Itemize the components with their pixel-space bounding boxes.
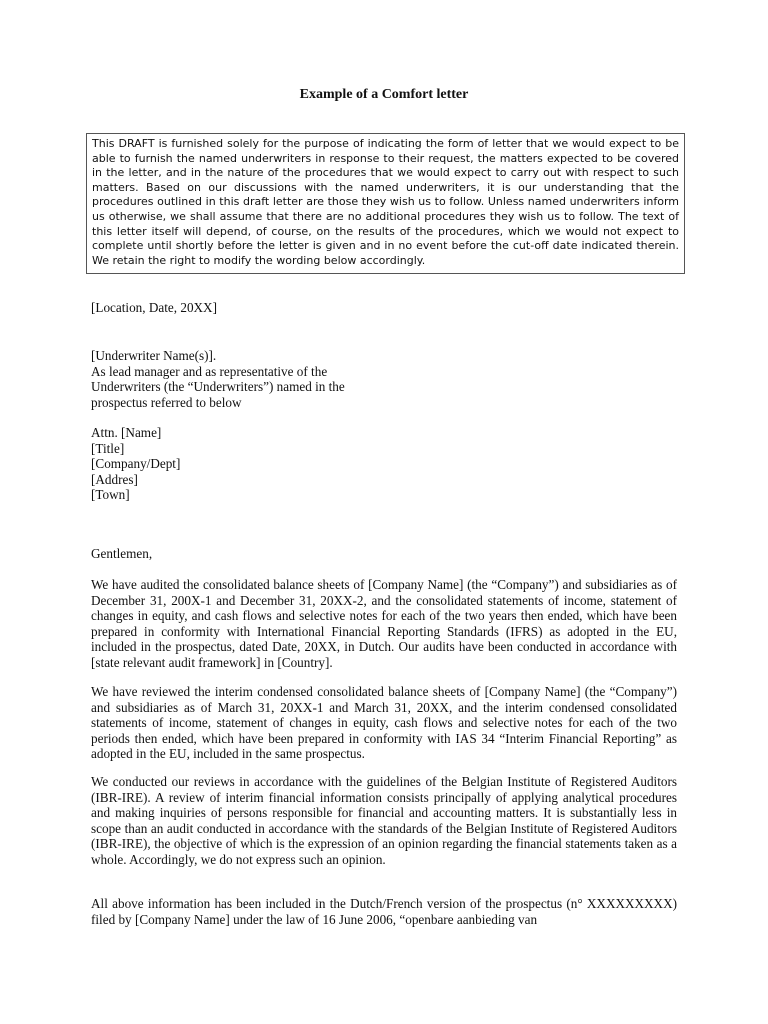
document-title: Example of a Comfort letter [299, 87, 469, 102]
draft-notice-box: This DRAFT is furnished solely for the purpose of indicating the form of letter that we would expect to be able to furnish the named underwriters in response to their request, the matters expected to be covered in the letter, and in the nature of the procedures that we would expect to carry out with respect to such matters. Based on our discussions with the named underwriters, it is our understanding that the procedures outlined in this draft letter are those they wish us to follow. Unless named underwriters inform us otherwise, we shall assume that there are no additional procedures they wish us to follow. The text of this letter itself will depend, of course, on the results of the procedures, which we would not expect to complete until shortly before the letter is given and in no event before the cut-off date indicated therein. We retain the right to modify the wording below accordingly. [86, 133, 685, 274]
attention-line: [Company/Dept] [91, 456, 181, 472]
attention-line: [Town] [91, 487, 130, 503]
body-paragraph: We conducted our reviews in accordance with the guidelines of the Belgian Institute of Registered Auditors (IBR-IRE). A review of interim financial information consists principally of applying analytical procedures and making inquiries of persons responsible for financial and accounting matters. It is substantially less in scope than an audit conducted in accordance with the standards of the Belgian Institute of Registered Auditors (IBR-IRE), the objective of which is the expression of an opinion regarding the financial statements taken as a whole. Accordingly, we do not express such an opinion. [91, 774, 677, 867]
addressee-line: [Underwriter Name(s)]. [91, 348, 217, 363]
addressee-line: prospectus referred to below [91, 394, 242, 410]
attention-line: [Addres] [91, 471, 138, 487]
location-date: [Location, Date, 20XX] [91, 300, 217, 315]
body-paragraph: We have reviewed the interim condensed consolidated balance sheets of [Company Name] (the “Company”) and subsidiaries as of March 31, 20XX-1 and March 31, 20XX, and the interim condensed consolidated statements of income, statement of changes in equity, cash flows and selective notes for each of the two periods then ended, which have been prepared in conformity with IAS 34 “Interim Financial Reporting” as adopted in the EU, included in the same prospectus. [91, 684, 677, 762]
salutation: Gentlemen, [91, 546, 153, 561]
attention-line: [Title] [91, 440, 125, 456]
body-paragraph: We have audited the consolidated balance sheets of [Company Name] (the “Company”) and subsidiaries as of December 31, 200X-1 and December 31, 20XX-2, and the consolidated statements of income, statement of changes in equity, and cash flows and selective notes for each of the two years then ended, which have been prepared in conformity with International Financial Reporting Standards (IFRS) as adopted in the EU, included in the prospectus, dated Date, 20XX, in Dutch. Our audits have been conducted in accordance with [state relevant audit framework] in [Country]. [91, 577, 677, 670]
attention-block [91, 425, 677, 503]
attention-line: Attn. [Name] [91, 425, 162, 440]
addressee-line: As lead manager and as representative of the [91, 363, 328, 379]
addressee-line: Underwriters (the “Underwriters”) named in the [91, 379, 345, 395]
body-paragraph: All above information has been included in the Dutch/French version of the prospectus (n° XXXXXXXXX) filed by [Company Name] under the law of 16 June 2006, “openbare aanbieding van [91, 896, 677, 927]
addressee-block [91, 348, 677, 410]
